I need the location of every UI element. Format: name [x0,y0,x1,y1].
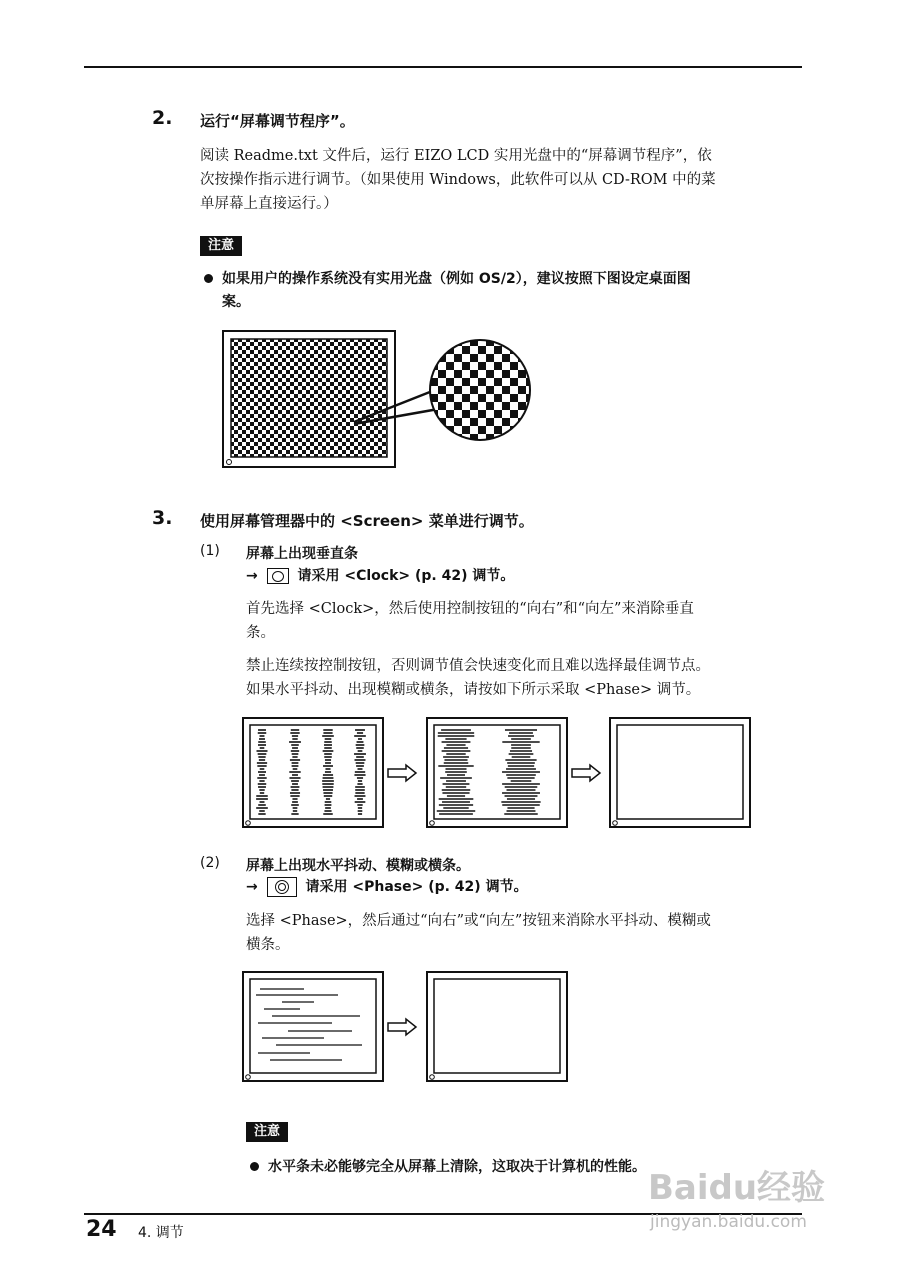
body-line: 选择 <Phase>，然后通过“向右”或“向左”按钮来消除水平抖动、模糊或 [246,913,711,929]
sub-1-number: (1) [200,543,220,559]
body-line: 单屏幕上直接运行。） [200,196,338,212]
step-2-number: 2. [152,107,173,129]
top-rule [84,66,802,68]
monitor-vertical-bars [243,718,383,827]
monitor-clear [427,972,567,1081]
arrow-right-icon [388,765,416,781]
bullet-icon [250,1162,259,1171]
note-badge: 注意 [246,1122,288,1142]
body-line: 阅读 Readme.txt 文件后，运行 EIZO LCD 实用光盘中的“屏幕调节程序”，依 [200,148,712,164]
step-3-number: 3. [152,507,173,529]
note-line: 如果用户的操作系统没有实用光盘（例如 OS/2），建议按照下图设定桌面图 [222,271,691,287]
clock-adjust-figure [242,717,752,829]
magnified-checker-circle [430,340,530,440]
note-line: 案。 [222,294,250,310]
arrow-right-icon [388,1019,416,1035]
watermark-url: jingyan.baidu.com [650,1212,807,1232]
sub-1-para-2 [246,654,710,702]
phase-reference-text: 请采用 <Phase> (p. 42) 调节。 [305,879,528,895]
clock-icon [267,568,289,584]
clock-reference-text: 请采用 <Clock> (p. 42) 调节。 [297,568,515,584]
checkerboard-figure [222,330,542,470]
baidu-watermark: Baidu经验 [648,1168,826,1208]
checker-screen [231,339,387,457]
step-2-title: 运行“屏幕调节程序”。 [200,112,355,130]
monitor-clear [610,718,750,827]
sub-1-heading: 屏幕上出现垂直条 [246,546,358,562]
body-line: 条。 [246,625,275,641]
arrow-right-icon [572,765,600,781]
body-line: 如果水平抖动、出现模糊或横条，请按如下所示采取 <Phase> 调节。 [246,682,701,698]
monitor-blurred [427,718,567,827]
sub-2-number: (2) [200,855,220,871]
sub-1-reference [246,566,514,586]
page-number: 24 [86,1217,117,1242]
step-2-note [222,268,691,314]
step-3-title: 使用屏幕管理器中的 <Screen> 菜单进行调节。 [200,512,534,530]
body-line: 禁止连续按控制按钮，否则调节值会快速变化而且难以选择最佳调节点。 [246,658,710,674]
body-line: 横条。 [246,937,290,953]
phase-icon [267,877,297,897]
step-2-body [200,144,716,216]
body-line: 次按操作指示进行调节。（如果使用 Windows，此软件可以从 CD-ROM 中的菜 [200,172,716,188]
monitor-horizontal-lines [243,972,383,1081]
sub-2-reference [246,877,528,897]
sub-2-para [246,909,711,957]
sub-2-heading: 屏幕上出现水平抖动、模糊或横条。 [246,858,470,874]
sub-1-para-1 [246,597,694,645]
body-line: 首先选择 <Clock>，然后使用控制按钮的“向右”和“向左”来消除垂直 [246,601,694,617]
phase-adjust-figure [242,971,572,1083]
step-3-note: 水平条未必能够完全从屏幕上清除，这取决于计算机的性能。 [268,1159,646,1175]
bullet-icon [204,274,213,283]
note-badge: 注意 [200,236,242,256]
section-title: 4. 调节 [138,1225,184,1241]
arrow-right-icon: → [246,568,258,584]
arrow-right-icon: → [246,879,258,895]
